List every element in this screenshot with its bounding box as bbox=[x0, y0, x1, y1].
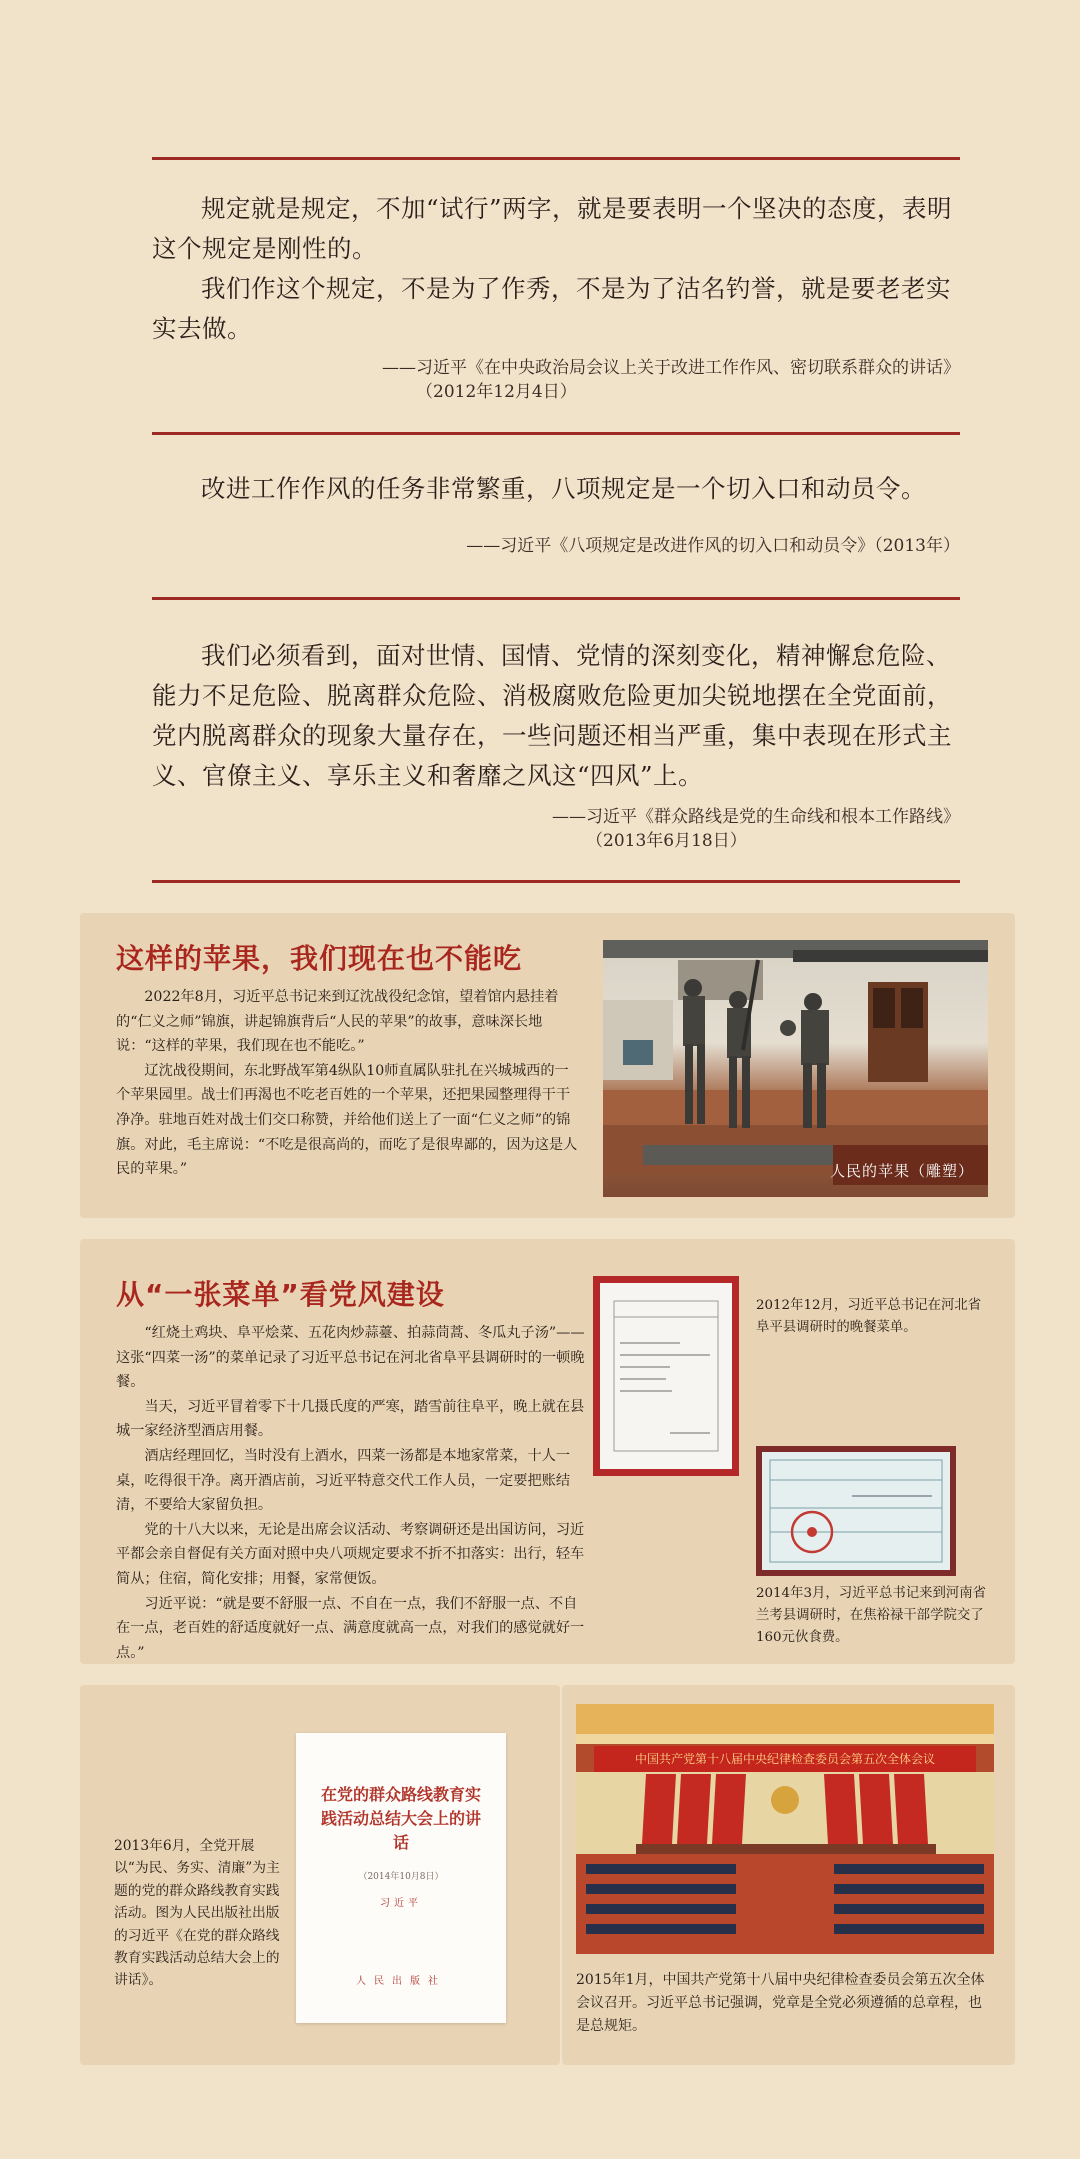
quote-block-1 bbox=[152, 189, 960, 349]
body-paragraph: “红烧土鸡块、阜平烩菜、五花肉炒蒜薹、拍蒜茼蒿、冬瓜丸子汤”——这张“四菜一汤”的菜单记录了习近平总书记在河北省阜平县调研时的一顿晚餐。 bbox=[116, 1325, 585, 1391]
body-paragraph: 辽沈战役期间，东北野战军第4纵队10师直属队驻扎在兴城城西的一个苹果园里。战士们再渴也不吃老百姓的一个苹果，还把果园整理得干干净净。驻地百姓对战士们交口称赞，并给他们送上了一面“仁义之师”的锦旗。对此，毛主席说：“不吃是很高尚的，而吃了是很卑鄙的，因为这是人民的苹果。” bbox=[116, 1062, 578, 1178]
quote-source bbox=[552, 805, 960, 853]
menu-story-panel bbox=[80, 1239, 1015, 1664]
source-title: ——习近平《八项规定是改进作风的切入口和动员令》（2013年） bbox=[466, 536, 960, 556]
body-paragraph: 当天，习近平冒着零下十几摄氏度的严寒，踏雪前往阜平，晚上就在县城一家经济型酒店用餐。 bbox=[116, 1398, 585, 1440]
quote-paragraph: 规定就是规定，不加“试行”两字，就是要表明一个坚决的态度，表明这个规定是刚性的。 bbox=[152, 194, 953, 263]
quote-block-2 bbox=[152, 469, 960, 509]
quote-source bbox=[466, 534, 960, 558]
receipt-photo bbox=[756, 1446, 956, 1576]
apple-story-panel bbox=[80, 913, 1015, 1218]
source-date: （2013年6月18日） bbox=[586, 831, 747, 851]
menu-photo bbox=[593, 1276, 739, 1476]
meeting-caption: 2015年1月，中国共产党第十八届中央纪律检查委员会第五次全体会议召开。习近平总书记强调，党章是全党必须遵循的总章程，也是总规矩。 bbox=[576, 1972, 985, 2034]
body-paragraph: 2022年8月，习近平总书记来到辽沈战役纪念馆，望着馆内悬挂着的“仁义之师”锦旗，讲起锦旗背后“人民的苹果”的故事，意味深长地说：“这样的苹果，我们现在也不能吃。” bbox=[116, 989, 559, 1055]
source-title: ——习近平《在中央政治局会议上关于改进工作作风、密切联系群众的讲话》 bbox=[382, 358, 960, 378]
book-author: 习近平 bbox=[380, 1898, 422, 1909]
section-body bbox=[116, 1321, 586, 1665]
book-date: （2014年10月8日） bbox=[358, 1872, 444, 1882]
quote-source bbox=[382, 356, 960, 404]
body-paragraph: 习近平说：“就是要不舒服一点、不自在一点，我们不舒服一点、不自在一点，老百姓的舒适度就好一点、满意度就高一点，对我们的感觉就好一点。” bbox=[116, 1595, 585, 1661]
body-paragraph: 党的十八大以来，无论是出席会议活动、考察调研还是出国访问，习近平都会亲自督促有关方面对照中央八项规定要求不折不扣落实：出行，轻车简从；住宿，简化安排；用餐，家常便饭。 bbox=[116, 1521, 585, 1587]
source-date: （2012年12月4日） bbox=[416, 382, 577, 402]
book-publisher: 人民出版社 bbox=[356, 1976, 446, 1987]
quote-paragraph: 我们必须看到，面对世情、国情、党情的深刻变化，精神懈怠危险、能力不足危险、脱离群众危险、消极腐败危险更加尖锐地摆在全党面前，党内脱离群众的现象大量存在，一些问题还相当严重，集中表现在形式主义、官僚主义、享乐主义和奢靡之风这“四风”上。 bbox=[152, 641, 952, 790]
meeting-illustration bbox=[576, 1704, 994, 1954]
divider-rule bbox=[152, 432, 960, 435]
divider-rule bbox=[152, 880, 960, 883]
quote-paragraph: 改进工作作风的任务非常繁重，八项规定是一个切入口和动员令。 bbox=[201, 474, 926, 503]
divider-rule bbox=[152, 157, 960, 160]
quote-block-3 bbox=[152, 636, 960, 796]
section-title: 从“一张菜单”看党风建设 bbox=[116, 1278, 445, 1311]
sculpture-illustration bbox=[603, 940, 988, 1197]
photo-caption-overlay: 人民的苹果（雕塑） bbox=[829, 1162, 974, 1180]
quote-paragraph: 我们作这个规定，不是为了作秀，不是为了沽名钓誉，就是要老老实实去做。 bbox=[152, 274, 951, 343]
section-title: 这样的苹果，我们现在也不能吃 bbox=[116, 942, 523, 975]
sculpture-photo bbox=[603, 940, 988, 1197]
book-panel bbox=[80, 1685, 560, 2065]
meeting-photo bbox=[576, 1704, 994, 1954]
menu-photo-caption: 2012年12月，习近平总书记在河北省阜平县调研时的晚餐菜单。 bbox=[756, 1298, 982, 1335]
body-paragraph: 酒店经理回忆，当时没有上酒水，四菜一汤都是本地家常菜，十人一桌，吃得很干净。离开酒店前，习近平特意交代工作人员，一定要把账结清，不要给大家留负担。 bbox=[116, 1447, 571, 1514]
menu-illustration bbox=[600, 1283, 732, 1469]
section-body bbox=[116, 985, 581, 1182]
receipt-illustration bbox=[762, 1452, 950, 1570]
divider-rule bbox=[152, 597, 960, 600]
receipt-photo-caption: 2014年3月，习近平总书记来到河南省兰考县调研时，在焦裕禄干部学院交了160元伙食费。 bbox=[756, 1586, 987, 1645]
meeting-banner: 中国共产党第十八届中央纪律检查委员会第五次全体会议 bbox=[634, 1752, 935, 1766]
source-title: ——习近平《群众路线是党的生命线和根本工作路线》 bbox=[552, 807, 960, 827]
book-caption: 2013年6月，全党开展以“为民、务实、清廉”为主题的党的群众路线教育实践活动。图为人民出版社出版的习近平《在党的群众路线教育实践活动总结大会上的讲话》。 bbox=[114, 1838, 280, 1989]
book-cover bbox=[296, 1733, 506, 2023]
meeting-panel bbox=[562, 1685, 1015, 2065]
book-title: 在党的群众路线教育实践活动总结大会上的讲话 bbox=[320, 1785, 481, 1852]
